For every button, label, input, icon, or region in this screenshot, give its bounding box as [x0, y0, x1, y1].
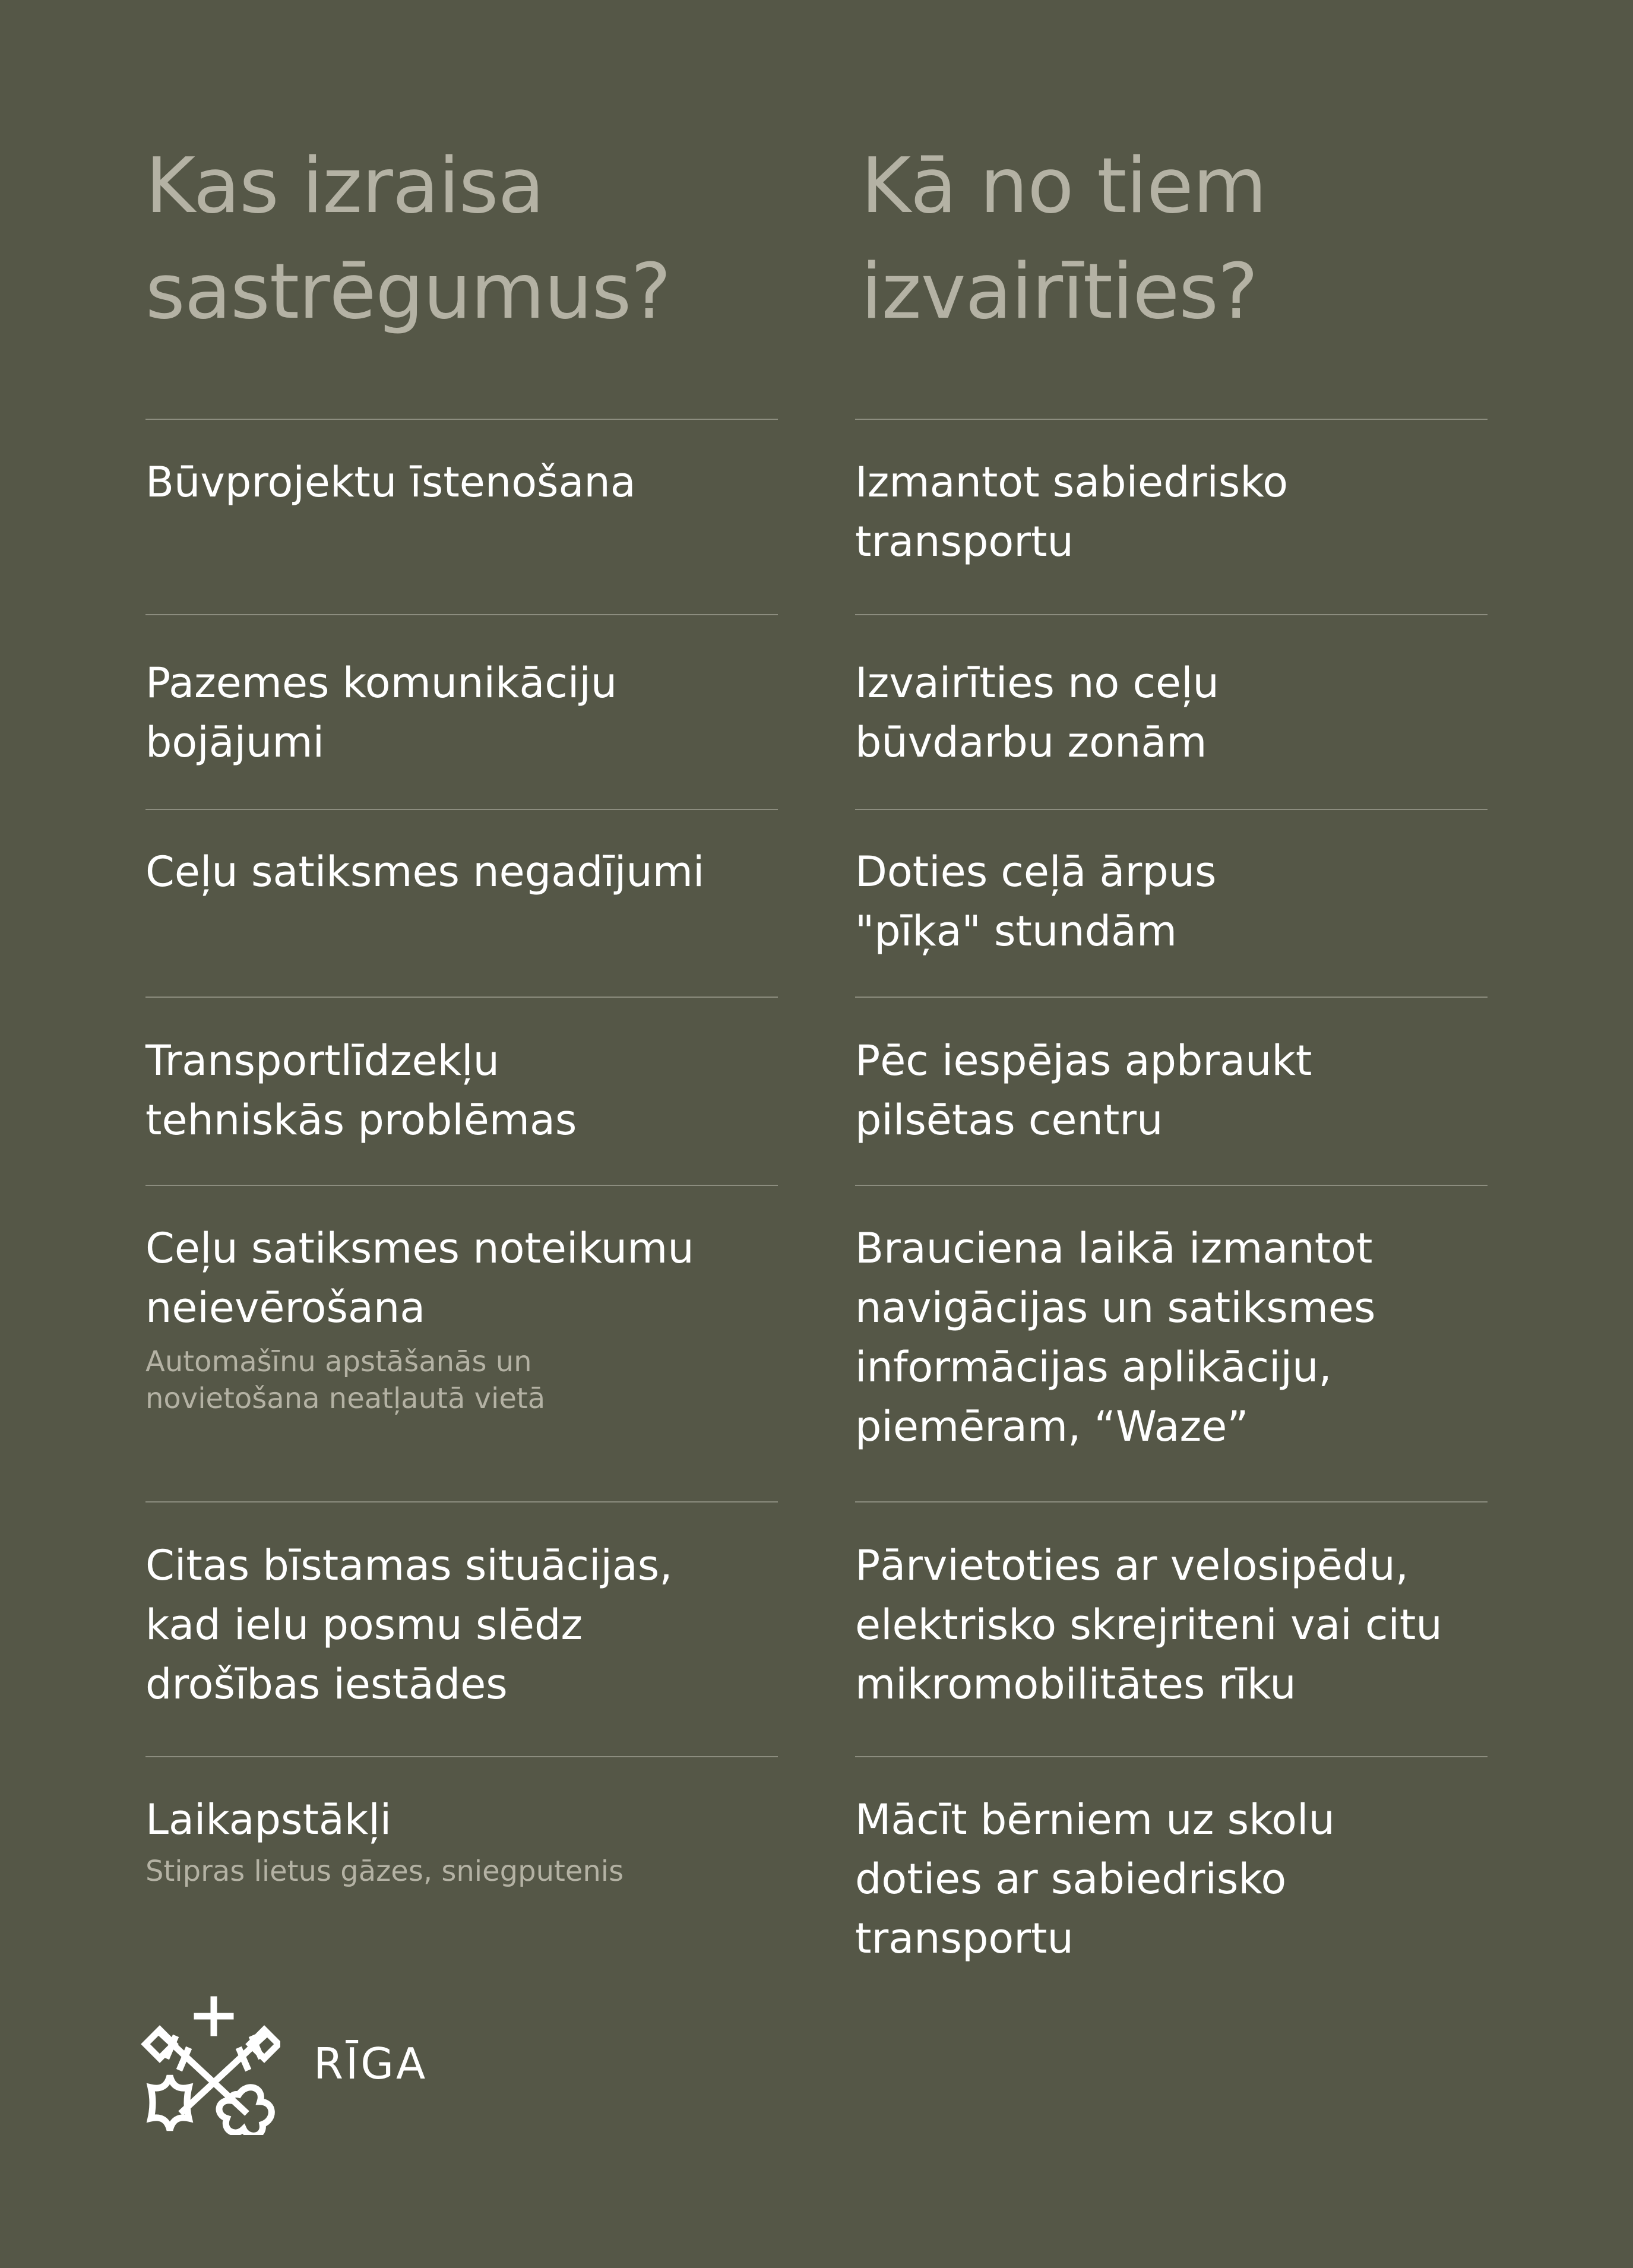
divider: [855, 1185, 1488, 1186]
cause-title: Laikapstākļi: [145, 1795, 392, 1844]
cause-subtitle: Automašīnu apstāšanās un novietošana neatļautā vietā: [145, 1345, 546, 1415]
solution-title: Pārvietoties ar velosipēdu, elektrisko skrejriteni vai citu mikromobilitātes rīku: [855, 1541, 1442, 1709]
cause-item: [145, 842, 778, 901]
solution-title: Brauciena laikā izmantot navigācijas un satiksmes informācijas aplikāciju, piemēram, “Waze”: [855, 1224, 1376, 1451]
cause-subtitle: Stipras lietus gāzes, sniegputenis: [145, 1855, 624, 1888]
cause-item: [145, 653, 778, 772]
solution-title: Mācīt bērniem uz skolu doties ar sabiedrisko transportu: [855, 1795, 1335, 1963]
solutions-heading: Kā no tiem izvairīties?: [861, 142, 1267, 336]
divider: [145, 1756, 778, 1757]
riga-crossed-keys-icon: [138, 1992, 280, 2135]
divider: [855, 419, 1488, 420]
solution-item: [855, 842, 1488, 961]
divider: [145, 809, 778, 810]
solution-title: Izmantot sabiedrisko transportu: [855, 458, 1289, 566]
divider: [145, 1501, 778, 1502]
divider: [855, 1501, 1488, 1502]
solution-title: Izvairīties no ceļu būvdarbu zonām: [855, 659, 1219, 767]
cause-item: [145, 453, 778, 512]
solution-item: [855, 653, 1488, 772]
cause-title: Būvprojektu īstenošana: [145, 458, 636, 507]
divider: [855, 614, 1488, 615]
solution-item: [855, 1790, 1488, 1968]
solution-item: [855, 1031, 1488, 1150]
divider: [855, 997, 1488, 998]
cause-title: Ceļu satiksmes noteikumu neievērošana: [145, 1224, 694, 1332]
divider: [145, 1185, 778, 1186]
cause-title: Ceļu satiksmes negadījumi: [145, 847, 705, 896]
solution-item: [855, 1219, 1488, 1456]
cause-title: Transportlīdzekļu tehniskās problēmas: [145, 1036, 577, 1144]
cause-title: Pazemes komunikāciju bojājumi: [145, 659, 618, 767]
causes-heading: Kas izraisa sastrēgumus?: [145, 142, 671, 336]
solution-item: [855, 453, 1488, 571]
divider: [855, 1756, 1488, 1757]
cause-title: Citas bīstamas situācijas, kad ielu posmu slēdz drošības iestādes: [145, 1541, 673, 1709]
cause-item: [145, 1790, 778, 1890]
divider: [855, 809, 1488, 810]
cause-item: [145, 1031, 778, 1150]
divider: [145, 614, 778, 615]
solution-title: Doties ceļā ārpus "pīķa" stundām: [855, 847, 1217, 956]
cause-item: [145, 1536, 778, 1714]
cause-item: [145, 1219, 778, 1417]
solution-item: [855, 1536, 1488, 1714]
brand-name: RĪGA: [314, 2039, 428, 2089]
divider: [145, 419, 778, 420]
divider: [145, 997, 778, 998]
solution-title: Pēc iespējas apbraukt pilsētas centru: [855, 1036, 1312, 1144]
